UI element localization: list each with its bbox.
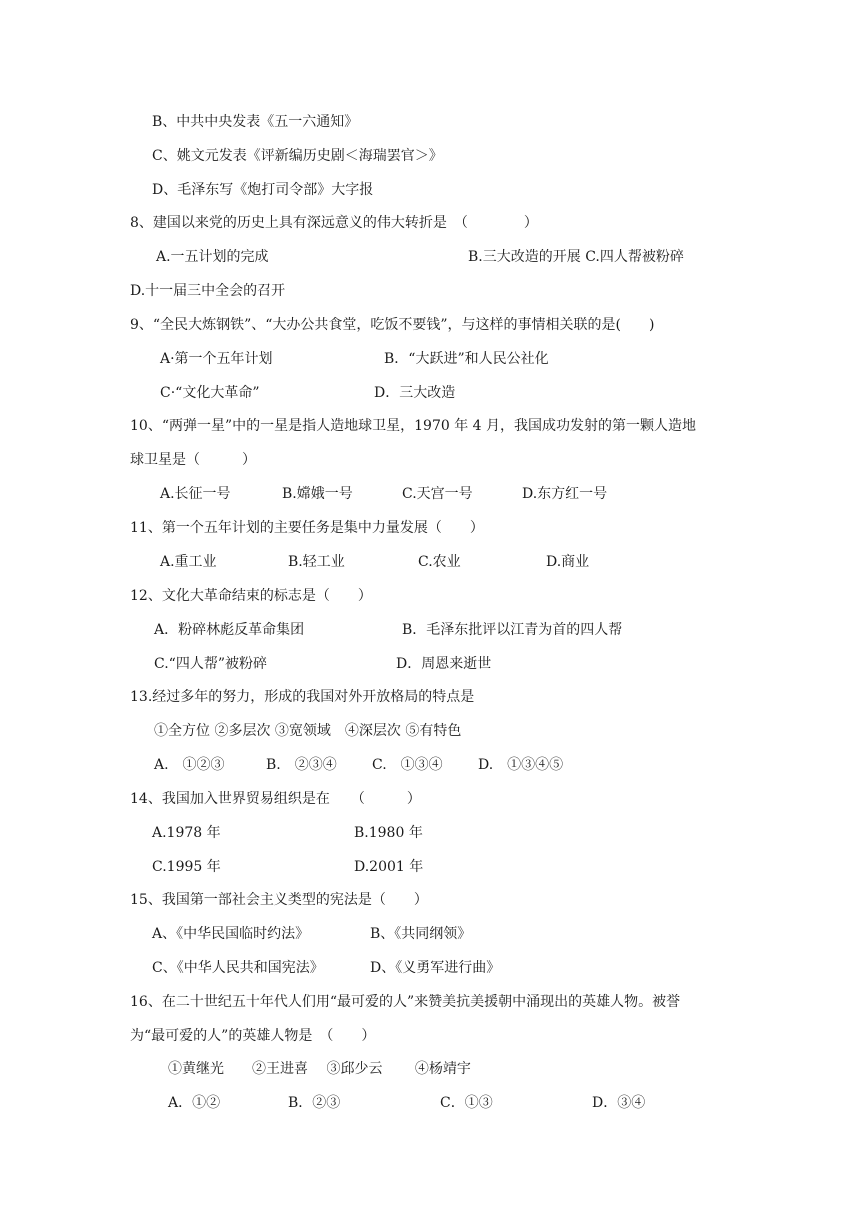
q14-option-d: D.2001 年: [354, 859, 424, 875]
q15-option-c: C、《中华人民共和国宪法》: [152, 960, 324, 976]
q9-option-a: A·第一个五年计划: [160, 351, 273, 367]
q12-option-d: D．周恩来逝世: [396, 656, 492, 672]
q16-items: ①黄继光 ②王进喜 ③邱少云 ④杨靖宇: [168, 1061, 471, 1077]
q13-option-d: D. ①③④⑤: [478, 757, 564, 773]
q9-option-d: D．三大改造: [374, 385, 456, 401]
q8-option-b-c: B.三大改造的开展 C.四人帮被粉碎: [468, 249, 684, 265]
q14-option-a: A.1978 年: [152, 825, 221, 841]
q7-option-b: B、中共中央发表《五一六通知》: [152, 114, 359, 130]
q9-option-b: B．“大跃进”和人民公社化: [384, 351, 549, 367]
q14-option-c: C.1995 年: [152, 859, 221, 875]
q11-option-b: B.轻工业: [288, 554, 345, 570]
q13-option-a: A. ①②③: [154, 757, 225, 773]
q13-option-b: B. ②③④: [266, 757, 337, 773]
q16-stem-line1: 16、在二十世纪五十年代人们用“最可爱的人”来赞美抗美援朝中涌现出的英雄人物。被誉: [130, 994, 681, 1010]
q15-stem: 15、我国第一部社会主义类型的宪法是（ ）: [130, 892, 428, 908]
q10-option-d: D.东方红一号: [522, 486, 608, 502]
q10-option-b: B.嫦娥一号: [282, 486, 353, 502]
q11-option-c: C.农业: [418, 554, 461, 570]
q8-option-d: D.十一届三中全会的召开: [130, 283, 286, 299]
q14-option-b: B.1980 年: [354, 825, 423, 841]
q13-stem: 13.经过多年的努力，形成的我国对外开放格局的特点是: [130, 689, 475, 705]
q10-option-c: C.天宫一号: [402, 486, 473, 502]
q10-stem-line2: 球卫星是（ ）: [130, 452, 256, 468]
q15-option-a: A、《中华民国临时约法》: [152, 926, 310, 942]
q8-stem: 8、建国以来党的历史上具有深远意义的伟大转折是 （ ）: [130, 215, 538, 231]
q10-stem-line1: 10、“两弹一星”中的一星是指人造地球卫星，1970 年 4 月，我国成功发射的第一颗人造地: [130, 418, 697, 434]
q15-option-d: D、《义勇军进行曲》: [370, 960, 501, 976]
q8-option-a: A.一五计划的完成: [156, 249, 269, 265]
q11-stem: 11、第一个五年计划的主要任务是集中力量发展（ ）: [130, 520, 484, 536]
q16-stem-line2: 为“最可爱的人”的英雄人物是 （ ）: [130, 1028, 376, 1044]
q9-stem: 9、“全民大炼钢铁”、“大办公共食堂，吃饭不要钱”，与这样的事情相关联的是( ): [130, 317, 655, 333]
q16-option-a: A．①②: [168, 1095, 221, 1111]
q13-items: ①全方位 ②多层次 ③宽领域 ④深层次 ⑤有特色: [154, 723, 462, 739]
q7-option-c: C、姚文元发表《评新编历史剧＜海瑞罢官＞》: [152, 148, 443, 164]
q12-option-a: A．粉碎林彪反革命集团: [154, 622, 305, 638]
q12-option-b: B．毛泽东批评以江青为首的四人帮: [402, 622, 623, 638]
q11-option-d: D.商业: [546, 554, 590, 570]
q9-option-c: C·“文化大革命”: [160, 385, 260, 401]
q16-option-d: D．③④: [592, 1095, 646, 1111]
q14-stem: 14、我国加入世界贸易组织是在 （ ）: [130, 791, 421, 807]
q13-option-c: C. ①③④: [372, 757, 443, 773]
q16-option-b: B．②③: [288, 1095, 341, 1111]
q12-option-c: C.“四人帮”被粉碎: [154, 656, 267, 672]
q15-option-b: B、《共同纲领》: [370, 926, 472, 942]
q11-option-a: A.重工业: [160, 554, 217, 570]
q16-option-c: C．①③: [440, 1095, 493, 1111]
q12-stem: 12、文化大革命结束的标志是（ ）: [130, 588, 372, 604]
q7-option-d: D、毛泽东写《炮打司令部》大字报: [152, 182, 374, 198]
q10-option-a: A.长征一号: [160, 486, 231, 502]
